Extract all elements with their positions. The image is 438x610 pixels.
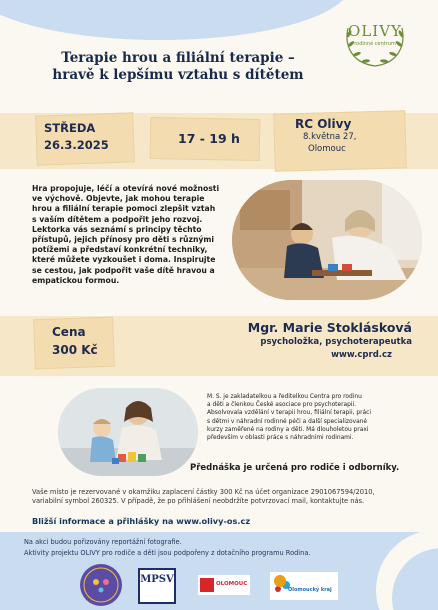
more-info-link[interactable]: Bližší informace a přihlášky na www.olivy-os.cz <box>32 516 251 526</box>
kraj-logo-text: Olomoucký kraj <box>288 587 332 593</box>
description-line: které můžete vyzkoušet i doma. Inspirujte <box>32 255 216 265</box>
event-date: 26.3.2025 <box>44 138 109 152</box>
lecturer-bio <box>207 393 421 442</box>
mpsv-logo-text: MPSV <box>140 574 174 585</box>
lecturer-photo <box>58 388 198 476</box>
payment-line: Vaše místo je rezervované v okamžiku zaplacení částky 300 Kč na účet organizace 2901067594/2010, <box>32 488 375 496</box>
payment-line: variabilní symbol 260325. V případě, že po přihlášení neobdržíte potvrzovací mail, kontaktujte nás. <box>32 497 365 505</box>
price-value: 300 Kč <box>52 343 98 357</box>
mpsv-logo <box>138 568 176 604</box>
bio-line: kurzy zaměřené na rodiny a děti. Má dlouholetou praxi <box>207 426 369 433</box>
bio-line: s dětmi v náhradní rodinné péči a další specializované <box>207 418 368 425</box>
bio-line: M. S. je zakladatelkou a ředitelkou Centra pro rodinu <box>207 394 362 400</box>
event-day: STŘEDA <box>44 121 96 135</box>
description-line: potížemi a představí konkrétní techniky, <box>32 245 208 255</box>
title-line-2: hravě k lepšímu vztahu s dítětem <box>52 67 304 83</box>
olivy-logo <box>340 8 410 70</box>
description-line: přístupů, jejich přínosy pro děti s různými <box>32 235 215 245</box>
play-therapy-photo <box>232 180 422 300</box>
bio-line: především v oblasti práce s náhradními rodinami. <box>207 435 354 442</box>
grant-notice: Aktivity projektu OLIVY pro rodiče a děti jsou podpořeny z dotačního programu Rodina. <box>24 549 311 557</box>
target-audience: Přednáška je určená pro rodiče i odborníky. <box>190 463 400 473</box>
page-title <box>28 50 328 84</box>
olomouc-logo <box>198 575 250 595</box>
bio-line: Absolvovala vzdělání v terapii hrou, filiální terapii, práci <box>207 410 371 417</box>
event-description <box>32 184 227 286</box>
description-line: ve výchově. Objevte, jak mohou terapie <box>32 194 205 204</box>
description-line: se cestou, jak podpořit vaše dítě hravou a <box>32 265 215 275</box>
logo-name: OLIVY <box>348 22 402 40</box>
lecturer-role: psycholožka, psychoterapeutka <box>260 337 412 347</box>
event-address-city: Olomouc <box>308 144 346 154</box>
logo-subtitle: rodinné centrum <box>354 41 396 47</box>
olomoucky-kraj-logo <box>270 572 338 600</box>
event-time: 17 - 19 h <box>178 131 240 146</box>
family-program-logo <box>80 564 122 606</box>
lecturer-website[interactable]: www.cprd.cz <box>331 350 392 360</box>
kraj-flower-icon <box>274 575 286 587</box>
olomouc-mark-icon <box>200 578 214 592</box>
price-label: Cena <box>52 325 86 339</box>
description-line: hrou a filiální terapie pomoci zlepšit vztah <box>32 204 216 214</box>
header-decoration <box>0 0 350 40</box>
olomouc-logo-text: OLOMOUC <box>216 581 248 587</box>
description-line: Hra propojuje, léčí a otevírá nové možnosti <box>32 184 220 193</box>
event-address-street: 8.května 27, <box>303 132 357 142</box>
event-venue: RC Olivy <box>295 117 352 131</box>
family-logo-icon <box>80 564 122 606</box>
bio-line: a děti a členkou České asociace pro psychoterapii. <box>207 402 357 409</box>
payment-info <box>32 488 422 506</box>
title-line-1: Terapie hrou a filiální terapie – <box>61 50 295 66</box>
description-line: empatickou formou. <box>32 275 120 285</box>
lecturer-name: Mgr. Marie Stoklásková <box>247 320 412 335</box>
description-line: s vaším dítětem a podpořit jeho rozvoj. <box>32 214 203 224</box>
photo-notice: Na akci budou pořizovány reportážní fotografie. <box>24 538 182 546</box>
description-line: Lektorka vás seznámí s principy těchto <box>32 224 202 234</box>
